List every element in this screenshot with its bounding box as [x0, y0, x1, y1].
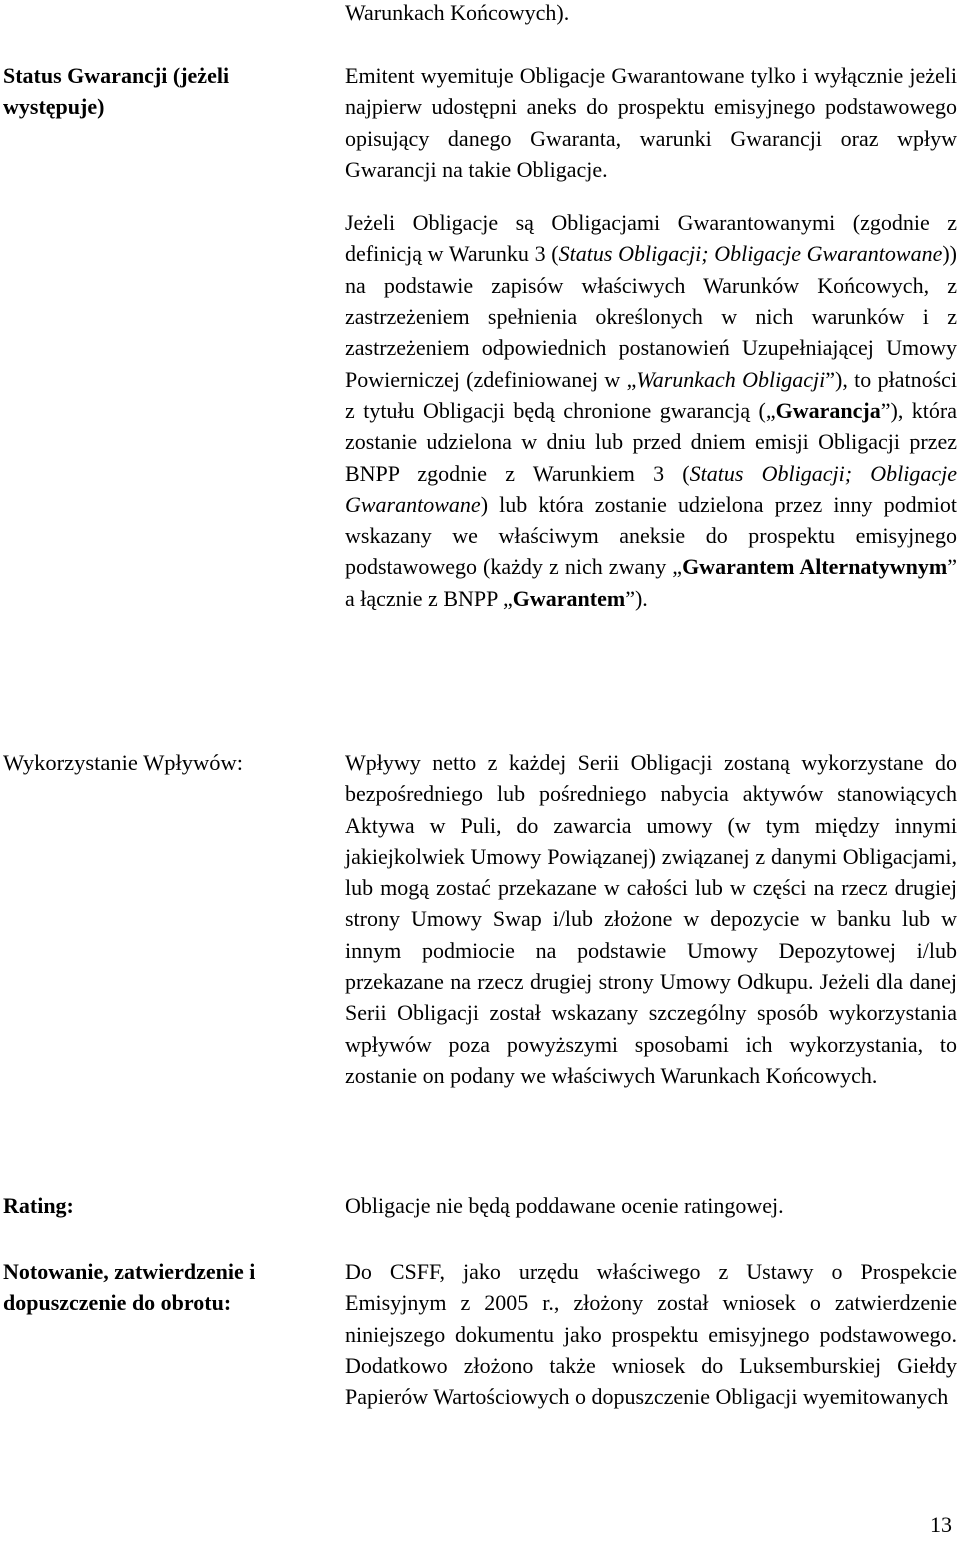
continuation-text: Warunkach Końcowych). [345, 0, 570, 25]
text-run: ” a łącznie z BNPP „ [345, 554, 957, 611]
italic-run: Status Obligacji; Obligacje Gwarantowane [345, 460, 958, 517]
paragraph-notowanie: Do CSFF, jako urzędu właściwego z Ustawy o Prospekcie Emisyjnym z 2005 r., złożony został wniosek o zatwierdzenie niniejszego dokumentu jako prospektu emisyjnego podstawowego. Dodatkowo złożono także wniosek do Luksemburskiej Giełdy Papierów Wartościowych o dopuszczenie Obligacji wyemitowanych [345, 1259, 957, 1410]
text-run: ) lub która zostanie udzielona przez inny podmiot wskazany we właściwym aneksie do prospektu emisyjnego podstawowego (każdy z nich zwany „ [345, 491, 957, 580]
bold-run: Gwarancja [775, 397, 881, 423]
content-status-gwarancji [345, 60, 957, 614]
bold-run: Gwarantem Alternatywnym [682, 554, 948, 580]
paragraph-wplywy: Wpływy netto z każdej Serii Obligacji zostaną wykorzystane do bezpośredniego lub pośredniego nabycia aktywów stanowiących Aktywa w Puli, do zawarcia umowy (w tym między innymi jakiejkolwiek Umowy Powiązanej) związanej z danymi Obligacjami, lub mogą zostać przekazane w całości lub w części na rzecz drugiej strony Umowy Swap i/lub złożone w depozycie w banku lub w innym podmiocie na podstawie Umowy Depozytowej i/lub przekazane na rzecz drugiej strony Umowy Odkupu. Jeżeli dla danej Serii Obligacji został wskazany szczególny sposób wykorzystania wpływów poza powyższymi sposobami ich wykorzystania, to zostanie on podany we właściwych Warunkach Końcowych. [345, 750, 957, 1088]
top-continuation [345, 0, 957, 28]
label-rating [3, 1190, 323, 1221]
italic-run: Status Obligacji; Obligacje Gwarantowane [558, 241, 943, 267]
content-rating [345, 1190, 957, 1221]
label-line: Rating: [3, 1193, 74, 1218]
label-line: występuje) [3, 94, 105, 119]
label-line: Notowanie, zatwierdzenie i [3, 1259, 256, 1284]
text-run: Jeżeli Obligacje są Obligacjami Gwarantowanymi (zgodnie z definicją w Warunku 3 ( [345, 210, 957, 267]
italic-run: Warunkach Obligacji [636, 366, 826, 392]
label-notowanie [3, 1256, 323, 1318]
paragraph-emitent: Emitent wyemituje Obligacje Gwarantowane tylko i wyłącznie jeżeli najpierw udostępni aneks do prospektu emisyjnego podstawowego opisujący danego Gwaranta, warunki Gwarancji oraz wpływ Gwarancji na takie Obligacje. [345, 63, 957, 182]
label-line: dopuszczenie do obrotu: [3, 1290, 232, 1315]
text-run: ”), która zostanie udzielona w dniu lub przed dniem emisji Obligacji przez BNPP zgodnie z Warunkiem 3 ( [345, 397, 957, 486]
bold-run: Gwarantem [512, 585, 626, 611]
content-wykorzystanie [345, 747, 957, 1091]
paragraph-rating: Obligacje nie będą poddawane ocenie ratingowej. [345, 1193, 784, 1218]
label-status-gwarancji [3, 60, 323, 122]
content-notowanie [345, 1256, 957, 1412]
label-wykorzystanie [3, 747, 323, 778]
label-line: Status Gwarancji (jeżeli [3, 63, 230, 88]
text-run: )) na podstawie zapisów właściwych Warunków Końcowych, z zastrzeżeniem spełnienia określonych w nich warunków i z zastrzeżeniem odpowiednich postanowień Uzupełniającej Umowy Powierniczej (zdefiniowanej w „ [345, 241, 957, 392]
text-run: ”). [625, 585, 648, 611]
label-line: Wykorzystanie Wpływów: [3, 750, 244, 775]
page-number: 13 [930, 1512, 952, 1537]
text-run: ”), to płatności z tytułu Obligacji będą chronione gwarancją („ [345, 366, 958, 423]
paragraph-gwarancja [345, 207, 957, 614]
